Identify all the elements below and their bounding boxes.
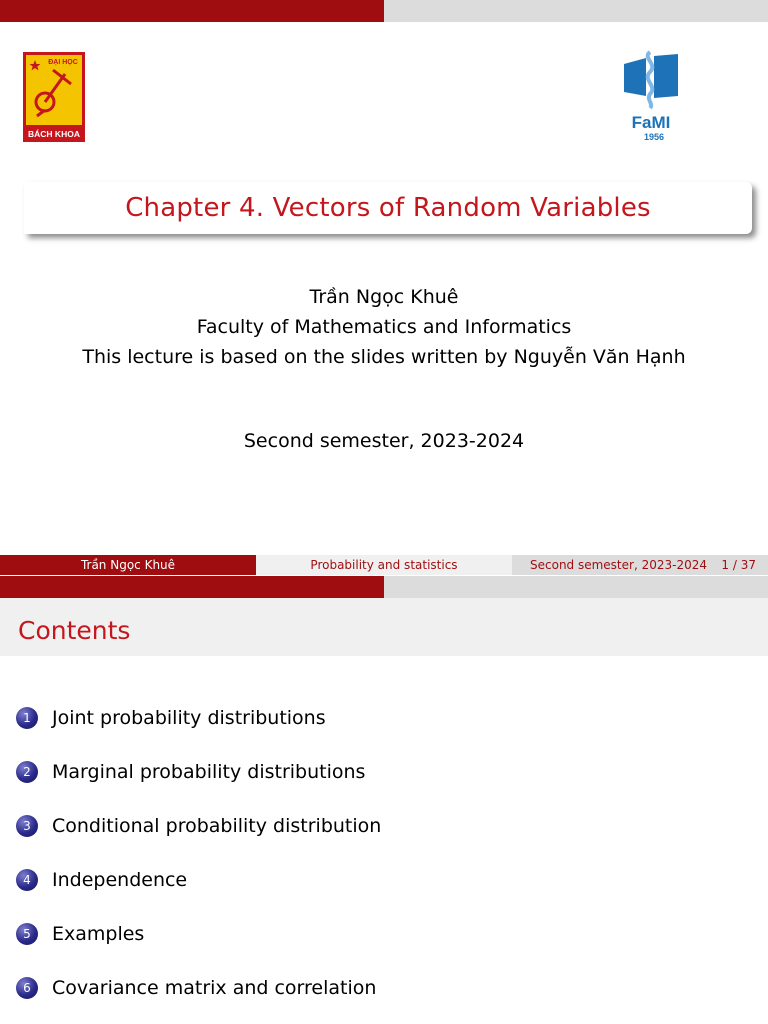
table-of-contents — [16, 706, 756, 1024]
toc-item-label[interactable]: Covariance matrix and correlation — [52, 977, 377, 999]
toc-item-label[interactable]: Joint probability distributions — [52, 707, 326, 729]
contents-title: Contents — [18, 616, 131, 645]
footer-page-number: 1 / 37 — [721, 558, 756, 572]
footer-right — [512, 555, 768, 575]
toc-item[interactable] — [16, 706, 756, 760]
toc-item-label[interactable]: Conditional probability distribution — [52, 815, 382, 837]
credit-note: This lecture is based on the slides written by Nguyễn Văn Hạnh — [82, 346, 686, 368]
author-name: Trần Ngọc Khuê — [309, 286, 459, 308]
toc-item[interactable] — [16, 976, 756, 1024]
toc-item-label[interactable]: Examples — [52, 923, 145, 945]
footer-author: Trần Ngọc Khuê — [0, 555, 256, 575]
author-block — [0, 282, 768, 372]
toc-number-ball: 4 — [16, 869, 38, 891]
top-bar-red — [0, 0, 384, 22]
toc-item-label[interactable]: Independence — [52, 869, 188, 891]
top-bar-grey — [384, 576, 768, 598]
footer-semester: Second semester, 2023-2024 — [530, 558, 707, 572]
toc-item[interactable] — [16, 760, 756, 814]
affiliation: Faculty of Mathematics and Informatics — [196, 316, 572, 338]
toc-item-label[interactable]: Marginal probability distributions — [52, 761, 366, 783]
date-line: Second semester, 2023-2024 — [243, 430, 525, 452]
footer-bar — [0, 555, 768, 575]
top-bar-grey — [384, 0, 768, 22]
title-box — [24, 182, 752, 234]
fami-logo — [620, 50, 682, 142]
slide-title: Chapter 4. Vectors of Random Variables — [125, 193, 651, 223]
toc-item[interactable] — [16, 922, 756, 976]
contents-slide — [0, 576, 768, 1024]
hust-logo-top-text: ĐẠI HỌC — [48, 59, 78, 66]
toc-number-ball: 2 — [16, 761, 38, 783]
toc-number-ball: 1 — [16, 707, 38, 729]
toc-item[interactable] — [16, 814, 756, 868]
top-bar-red — [0, 576, 384, 598]
fami-logo-year: 1956 — [643, 132, 665, 142]
footer-course: Probability and statistics — [256, 555, 512, 575]
toc-number-ball: 5 — [16, 923, 38, 945]
hust-logo — [23, 52, 85, 142]
toc-number-ball: 6 — [16, 977, 38, 999]
toc-number-ball: 3 — [16, 815, 38, 837]
toc-item[interactable] — [16, 868, 756, 922]
fami-logo-text: FaMI — [631, 113, 671, 132]
hust-logo-bottom-text: BÁCH KHOA — [28, 129, 80, 139]
